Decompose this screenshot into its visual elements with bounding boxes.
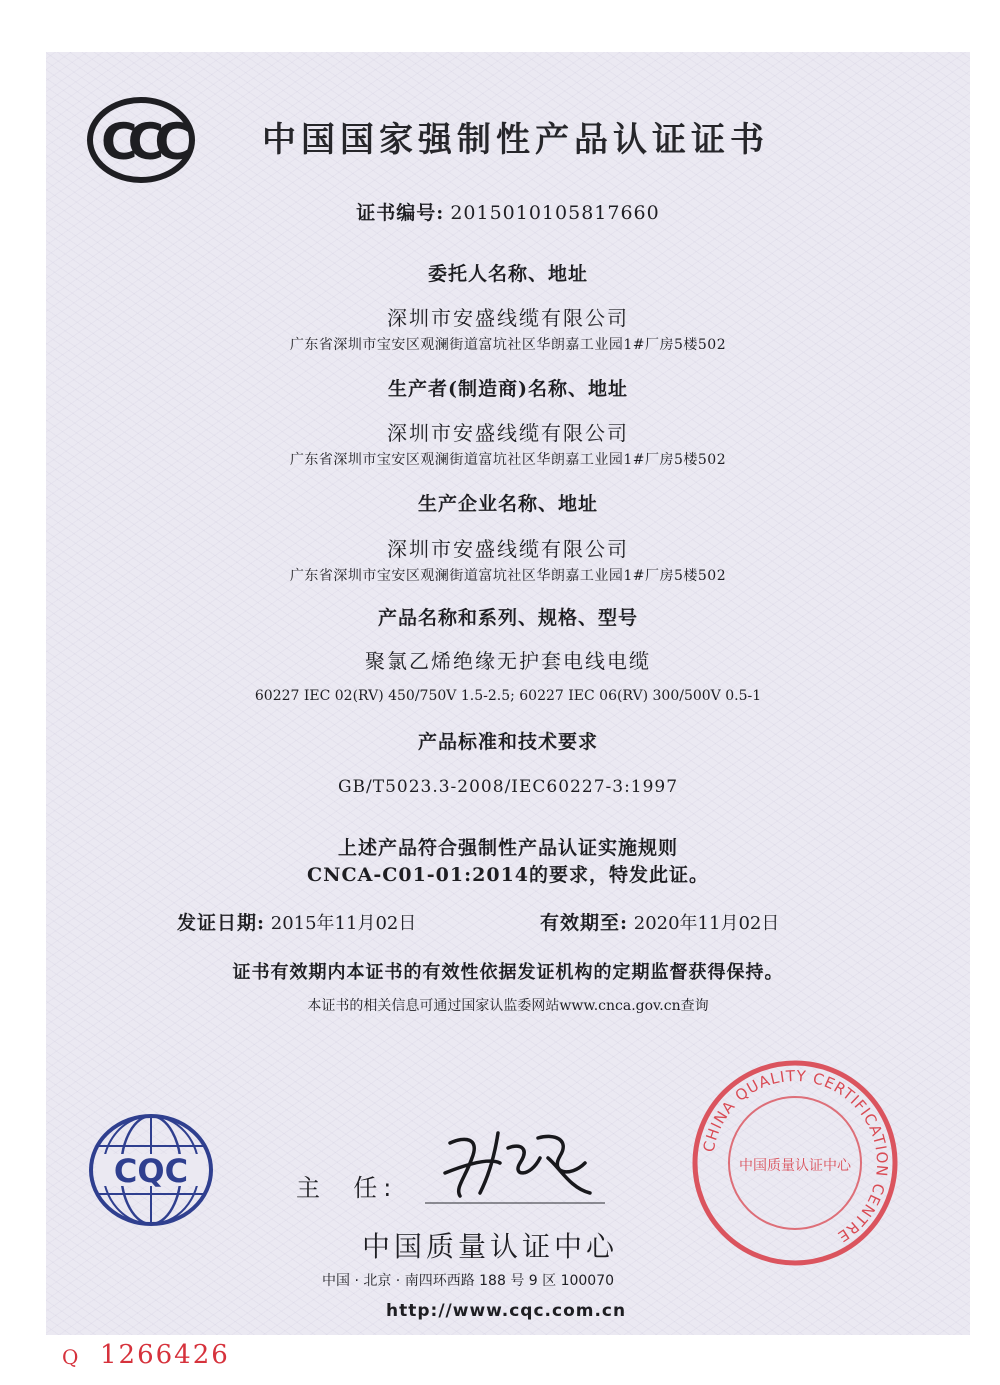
issuing-organization-name: 中国质量认证中心	[362, 1230, 619, 1263]
product-heading: 产品名称和系列、规格、型号	[377, 607, 638, 629]
cqc-red-seal	[690, 1058, 900, 1268]
applicant-name: 深圳市安盛线缆有限公司	[387, 306, 629, 330]
factory-heading: 生产企业名称、地址	[417, 493, 598, 515]
ccc-logo-text: CCC	[100, 113, 182, 171]
conformity-line-1: 上述产品符合强制性产品认证实施规则	[337, 837, 678, 859]
certificate-title: 中国国家强制性产品认证证书	[262, 120, 769, 160]
manufacturer-address: 广东省深圳市宝安区观澜街道富坑社区华朗嘉工业园1#厂房5楼502	[289, 452, 727, 468]
director-signature	[420, 1118, 610, 1208]
serial-number: 1266426	[100, 1340, 230, 1370]
standard-heading: 产品标准和技术要求	[417, 731, 598, 753]
cqc-globe-logo-icon	[86, 1112, 216, 1228]
issuing-organization-address: 中国 · 北京 · 南四环西路 188 号 9 区 100070	[322, 1273, 615, 1289]
certificate-number-row	[46, 198, 970, 225]
expiry-date-label: 有效期至:	[540, 912, 629, 934]
product-name: 聚氯乙烯绝缘无护套电线电缆	[365, 649, 651, 673]
factory-address: 广东省深圳市宝安区观澜街道富坑社区华朗嘉工业园1#厂房5楼502	[289, 568, 727, 584]
validity-note: 证书有效期内本证书的有效性依据发证机构的定期监督获得保持。	[232, 962, 784, 983]
expiry-date-row	[540, 908, 779, 935]
seal-inner-text: 中国质量认证中心	[739, 1158, 851, 1174]
conformity-line-2: CNCA-C01-01:2014的要求，特发此证。	[306, 864, 710, 886]
manufacturer-name: 深圳市安盛线缆有限公司	[387, 421, 629, 445]
serial-prefix: Q	[62, 1345, 79, 1369]
issue-date-label: 发证日期:	[177, 912, 266, 934]
cqc-logo-text: CQC	[113, 1152, 189, 1190]
standard-value: GB/T5023.3-2008/IEC60227-3:1997	[337, 777, 679, 797]
issuing-organization-url: http://www.cqc.com.cn	[386, 1301, 627, 1321]
ccc-logo-icon	[86, 96, 196, 184]
expiry-date-value: 2020年11月02日	[633, 913, 780, 934]
issue-date-value: 2015年11月02日	[270, 913, 417, 934]
seal-outer-text: CHINA QUALITY CERTIFICATION CENTRE	[699, 1066, 892, 1246]
director-label: 主 任:	[296, 1174, 398, 1202]
applicant-heading: 委托人名称、地址	[427, 263, 588, 285]
applicant-address: 广东省深圳市宝安区观澜街道富坑社区华朗嘉工业园1#厂房5楼502	[289, 337, 727, 353]
product-models: 60227 IEC 02(RV) 450/750V 1.5-2.5; 60227 IEC 06(RV) 300/500V 0.5-1	[254, 688, 762, 704]
certificate-number: 2015010105817660	[450, 202, 660, 224]
factory-name: 深圳市安盛线缆有限公司	[387, 537, 629, 561]
certificate-number-label: 证书编号:	[356, 202, 445, 224]
issue-date-row	[177, 908, 416, 935]
manufacturer-heading: 生产者(制造商)名称、地址	[388, 378, 628, 400]
query-note: 本证书的相关信息可通过国家认监委网站www.cnca.gov.cn查询	[307, 998, 709, 1014]
